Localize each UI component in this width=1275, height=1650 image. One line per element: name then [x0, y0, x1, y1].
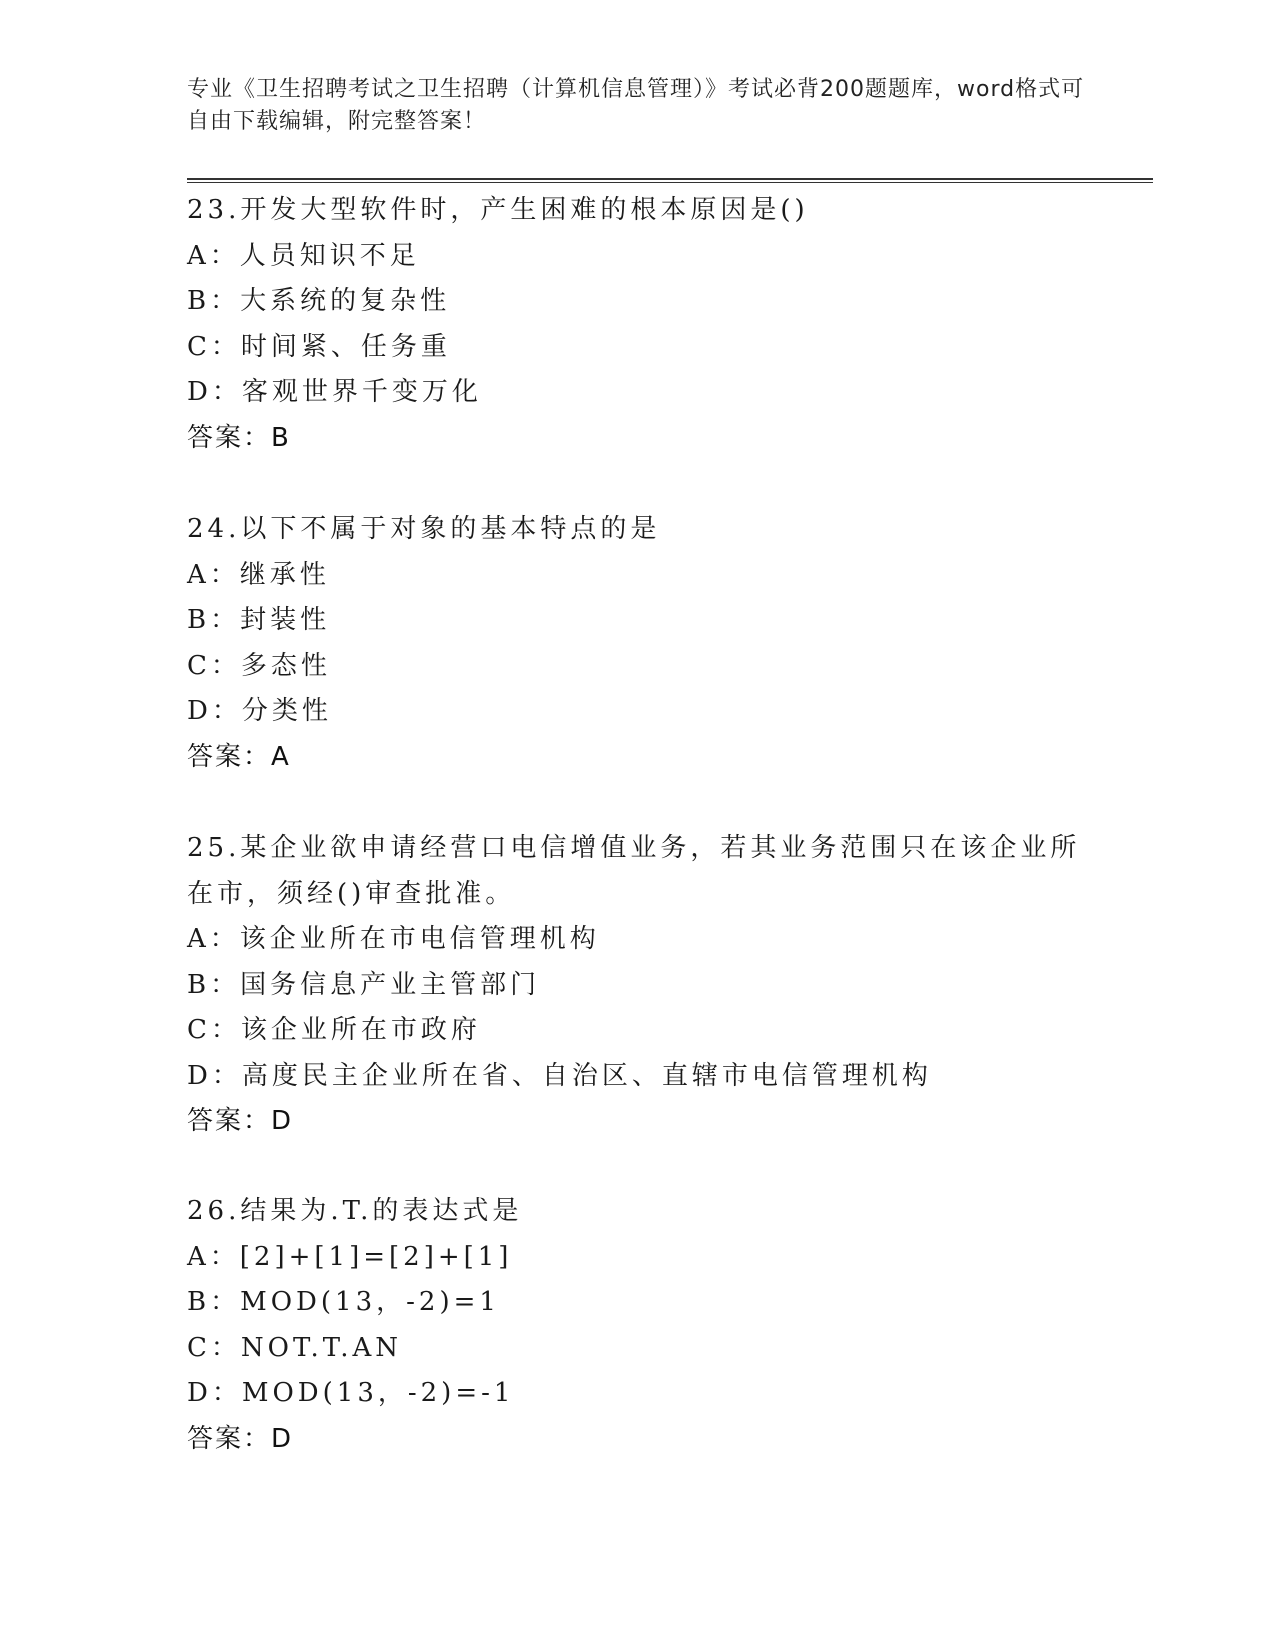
option-b: B：MOD(13，-2)=1 [187, 1287, 500, 1317]
question-stem: 26.结果为.T.的表达式是 [187, 1196, 523, 1226]
question-stem: 25.某企业欲申请经营口电信增值业务，若其业务范围只在该企业所在市，须经()审查批准。 [187, 833, 1081, 909]
option-d: D：高度民主企业所在省、自治区、直辖市电信管理机构 [187, 1060, 932, 1091]
option-d: D：客观世界千变万化 [187, 377, 482, 407]
answer-line: 答案：D [187, 1106, 294, 1136]
question-block [187, 188, 1087, 461]
option-a: A：继承性 [187, 559, 330, 590]
option-b: B：封装性 [187, 605, 331, 635]
document-header: 专业《卫生招聘考试之卫生招聘（计算机信息管理）》考试必背200题题库，word格式可自由下载编辑，附完整答案！ [187, 77, 1085, 134]
question-block [187, 1189, 1087, 1462]
question-block [187, 826, 1087, 1145]
option-c: C：多态性 [187, 650, 331, 681]
option-a: A：该企业所在市电信管理机构 [187, 924, 600, 954]
option-a: A：[2]+[1]=[2]+[1] [187, 1241, 513, 1272]
option-c: C：NOT.T.AN [187, 1332, 403, 1363]
question-stem: 24.以下不属于对象的基本特点的是 [187, 514, 661, 544]
header-divider-thin [187, 182, 1153, 183]
option-b: B：国务信息产业主管部门 [187, 969, 541, 1000]
option-c: C：该企业所在市政府 [187, 1015, 481, 1045]
answer-line: 答案：B [187, 422, 291, 453]
option-d: D：分类性 [187, 696, 332, 726]
option-d: D：MOD(13，-2)=-1 [187, 1378, 515, 1408]
answer-line: 答案：D [187, 1423, 294, 1454]
question-stem: 23.开发大型软件时，产生困难的根本原因是() [187, 195, 809, 225]
answer-line: 答案：A [187, 741, 291, 772]
option-a: A：人员知识不足 [187, 240, 420, 271]
option-b: B：大系统的复杂性 [187, 286, 451, 316]
option-c: C：时间紧、任务重 [187, 331, 451, 362]
question-block [187, 507, 1087, 780]
header-divider [187, 178, 1153, 180]
